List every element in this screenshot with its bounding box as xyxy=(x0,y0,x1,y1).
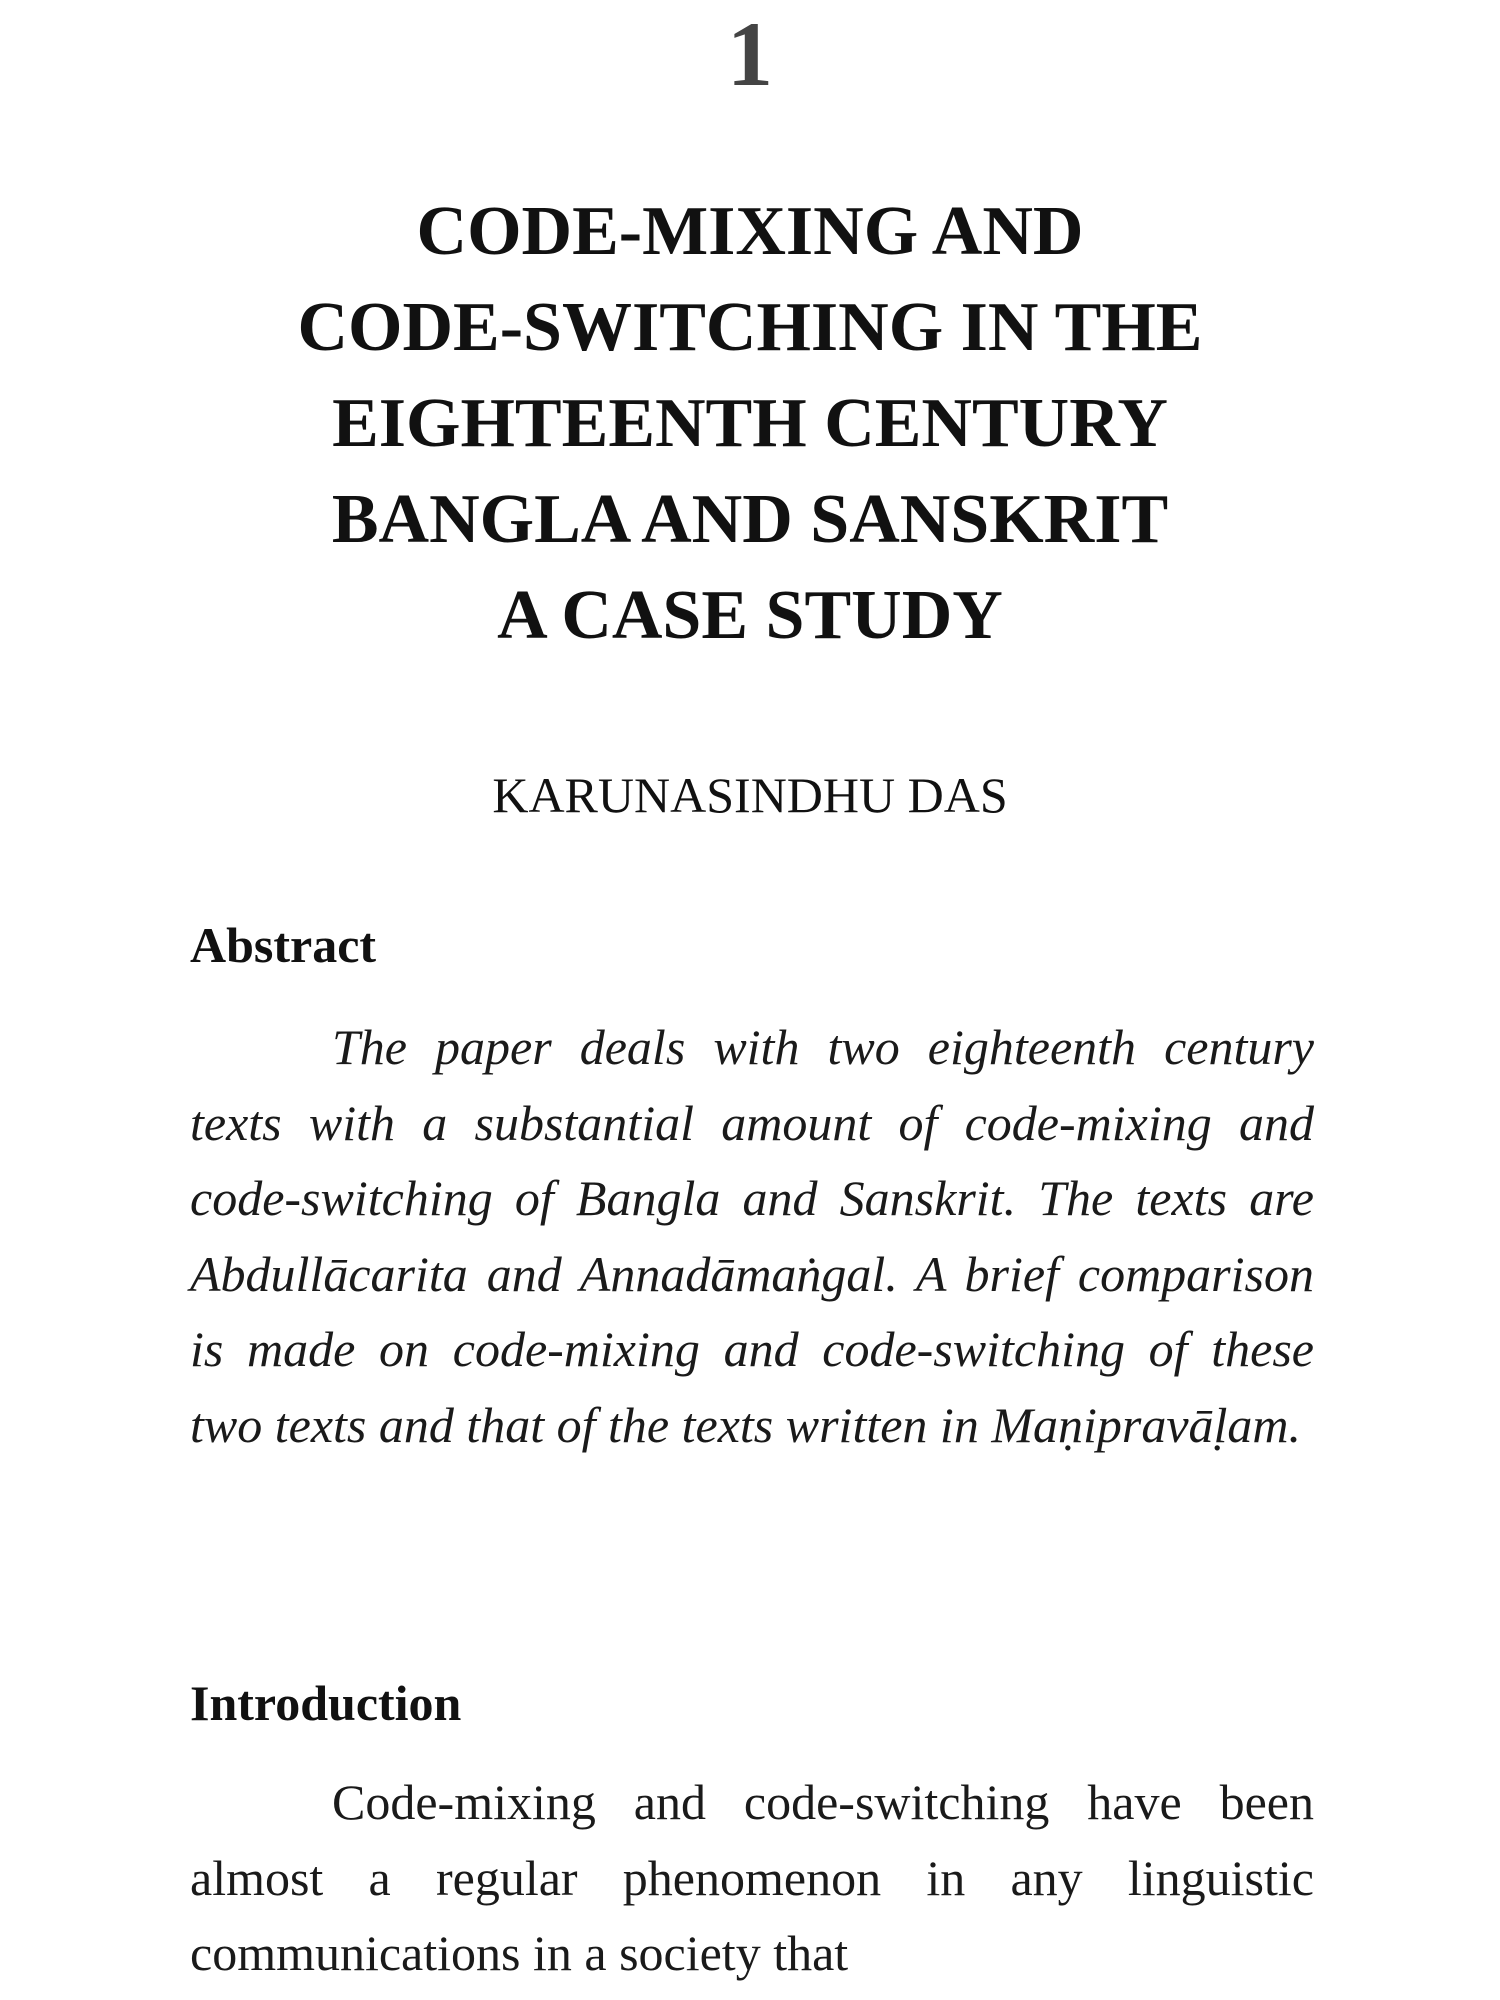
chapter-number: 1 xyxy=(727,3,773,105)
introduction-paragraph: Code-mixing and code-switching have been almost a regular phenomenon in any linguistic communications in a society that xyxy=(190,1774,1314,1981)
title-line: A CASE STUDY xyxy=(497,577,1003,654)
title-line: CODE-SWITCHING IN THE xyxy=(297,289,1203,366)
title-line: EIGHTEENTH CENTURY xyxy=(332,385,1168,462)
abstract-heading: Abstract xyxy=(190,917,377,973)
chapter-title xyxy=(150,184,1350,664)
abstract-heading-container xyxy=(190,917,1314,973)
introduction-heading: Introduction xyxy=(190,1675,462,1731)
introduction-heading-container xyxy=(190,1675,1314,1731)
author-name: KARUNASINDHU DAS xyxy=(492,767,1008,823)
title-line: CODE-MIXING AND xyxy=(416,193,1084,270)
title-line: BANGLA AND SANSKRIT xyxy=(331,481,1169,558)
abstract-paragraph: The paper deals with two eighteenth century texts with a substantial amount of code-mixing and code-switching of Bangla and Sanskrit. The texts are Abdullācarita and Annadāmaṅgal. A brief comparison is made on code-mixing and code-switching of these two texts and that of the texts written in Maṇipravāḷam. xyxy=(190,1019,1314,1453)
